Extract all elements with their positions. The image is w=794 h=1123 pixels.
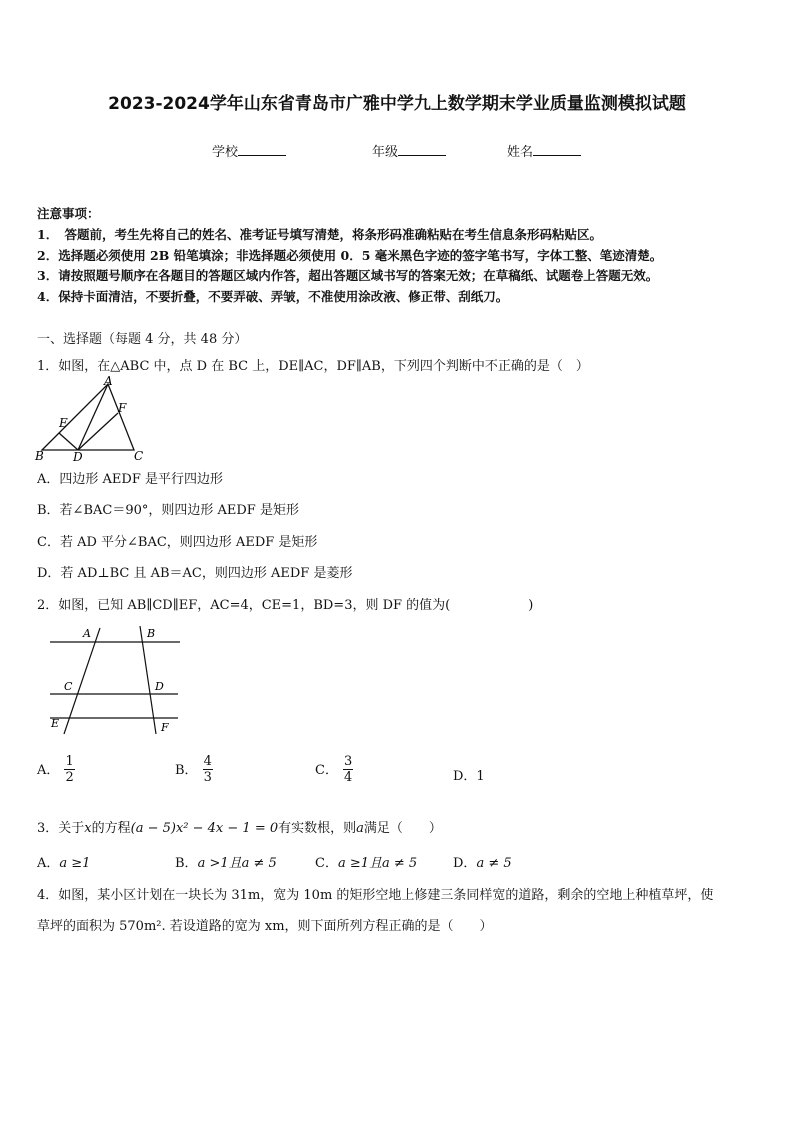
q1-option-c: C．若 AD 平分∠BAC，则四边形 AEDF 是矩形: [37, 535, 318, 550]
q3-option-a: [37, 852, 90, 871]
q3-var-a: a: [356, 821, 364, 836]
q2-option-c-denominator: 4: [344, 770, 353, 785]
q2-option-c-label: C．: [315, 763, 338, 778]
q2-option-b-numerator: 4: [203, 754, 212, 769]
q1-label-b: B: [35, 449, 44, 462]
q2-option-d: D．1: [453, 769, 485, 784]
q2-label-c: C: [64, 680, 73, 693]
q3-option-b: [175, 852, 277, 871]
q3-stem-prefix: 3．关于: [37, 821, 85, 836]
q3-var-x: x: [84, 821, 92, 836]
q2-option-a: [37, 754, 75, 785]
q1-option-a: A．四边形 AEDF 是平行四边形: [37, 472, 223, 487]
q1-stem: 1．如图，在△ABC 中，点 D 在 BC 上，DE∥AC，DF∥AB，下列四个判断中不正确的是（ ）: [37, 359, 589, 374]
q1-label-e: E: [59, 416, 68, 430]
q3-equation: (a − 5)x² − 4x − 1 = 0: [130, 821, 279, 836]
q2-option-b-denominator: 3: [203, 770, 212, 785]
q2-option-b-label: B．: [175, 763, 198, 778]
q1-option-b: B．若∠BAC＝90°，则四边形 AEDF 是矩形: [37, 503, 299, 518]
q2-option-b: [175, 754, 213, 785]
q4-stem-line1: 4．如图，某小区计划在一块长为 31m，宽为 10m 的矩形空地上修建三条同样宽的道路，剩余的空地上种植草坪，使: [37, 888, 714, 903]
q3-option-a-label: A．: [37, 856, 60, 871]
q1-label-c: C: [134, 449, 144, 462]
q2-stem: 2．如图，已知 AB∥CD∥EF，AC=4，CE=1，BD=3，则 DF 的值为( ): [37, 598, 534, 613]
q2-option-c-fraction: [343, 754, 353, 785]
q3-option-d-label: D．: [453, 856, 477, 871]
notice-heading: 注意事项：: [37, 206, 100, 221]
notice-item-2: 2．选择题必须使用 2B 铅笔填涂；非选择题必须使用 0．5 毫米黑色字迹的签字笔书写，字体工整、笔迹清楚。: [37, 248, 663, 263]
q2-option-a-fraction: [64, 754, 74, 785]
q1-label-f: F: [118, 401, 127, 415]
q1-label-d: D: [73, 450, 83, 462]
grade-field: [372, 141, 446, 160]
grade-label: 年级: [372, 145, 399, 160]
q2-option-a-numerator: 1: [65, 754, 74, 769]
school-label: 学校: [212, 145, 239, 160]
q3-stem-mid2: 有实数根，则: [278, 821, 357, 836]
school-field: [212, 141, 286, 160]
q3-option-c-math: a ≥1且a ≠ 5: [337, 856, 418, 871]
school-blank: [238, 142, 286, 156]
q2-label-b: B: [147, 627, 156, 640]
page-title: 2023-2024学年山东省青岛市广雅中学九上数学期末学业质量监测模拟试题: [108, 94, 686, 114]
notice-item-1: 1． 答题前，考生先将自己的姓名、准考证号填写清楚，将条形码准确粘贴在考生信息条形码粘贴区。: [37, 227, 602, 242]
q1-option-d: D．若 AD⊥BC 且 AB＝AC，则四边形 AEDF 是菱形: [37, 566, 353, 581]
q1-label-a: A: [104, 374, 113, 388]
section-heading: 一、选择题（每题 4 分，共 48 分）: [37, 332, 248, 347]
q2-option-a-denominator: 2: [65, 770, 74, 785]
q2-label-e: E: [51, 717, 60, 730]
q3-option-a-math: a ≥1: [59, 856, 91, 871]
q2-parallel-lines-figure: [42, 620, 182, 740]
q3-option-b-math: a >1且a ≠ 5: [197, 856, 277, 871]
q2-option-a-label: A．: [37, 763, 60, 778]
q4-stem-line2: 草坪的面积为 570m². 若设道路的宽为 xm，则下面所列方程正确的是（ ）: [37, 919, 493, 934]
name-field: [507, 141, 581, 160]
q2-label-d: D: [155, 680, 164, 693]
grade-blank: [398, 142, 446, 156]
notice-item-3: 3．请按照题号顺序在各题目的答题区域内作答，超出答题区域书写的答案无效；在草稿纸、试题卷上答题无效。: [37, 268, 659, 283]
notice-item-4: 4．保持卡面清洁，不要折叠，不要弄破、弄皱，不准使用涂改液、修正带、刮纸刀。: [37, 289, 509, 304]
q2-option-c: [315, 754, 353, 785]
q3-stem: [37, 817, 442, 836]
q1-triangle-figure: [34, 374, 154, 462]
q3-option-d-math: a ≠ 5: [476, 856, 512, 871]
name-blank: [533, 142, 581, 156]
q2-label-a: A: [83, 627, 91, 640]
q3-option-c: [315, 852, 417, 871]
q2-option-b-fraction: [203, 754, 213, 785]
q3-stem-mid: 的方程: [91, 821, 131, 836]
q3-option-c-label: C．: [315, 856, 338, 871]
name-label: 姓名: [507, 145, 534, 160]
q3-option-d: [453, 852, 512, 871]
q3-stem-suffix: 满足（ ）: [363, 821, 442, 836]
q2-label-f: F: [161, 721, 169, 734]
q3-option-b-label: B．: [175, 856, 198, 871]
q2-option-c-numerator: 3: [344, 754, 353, 769]
